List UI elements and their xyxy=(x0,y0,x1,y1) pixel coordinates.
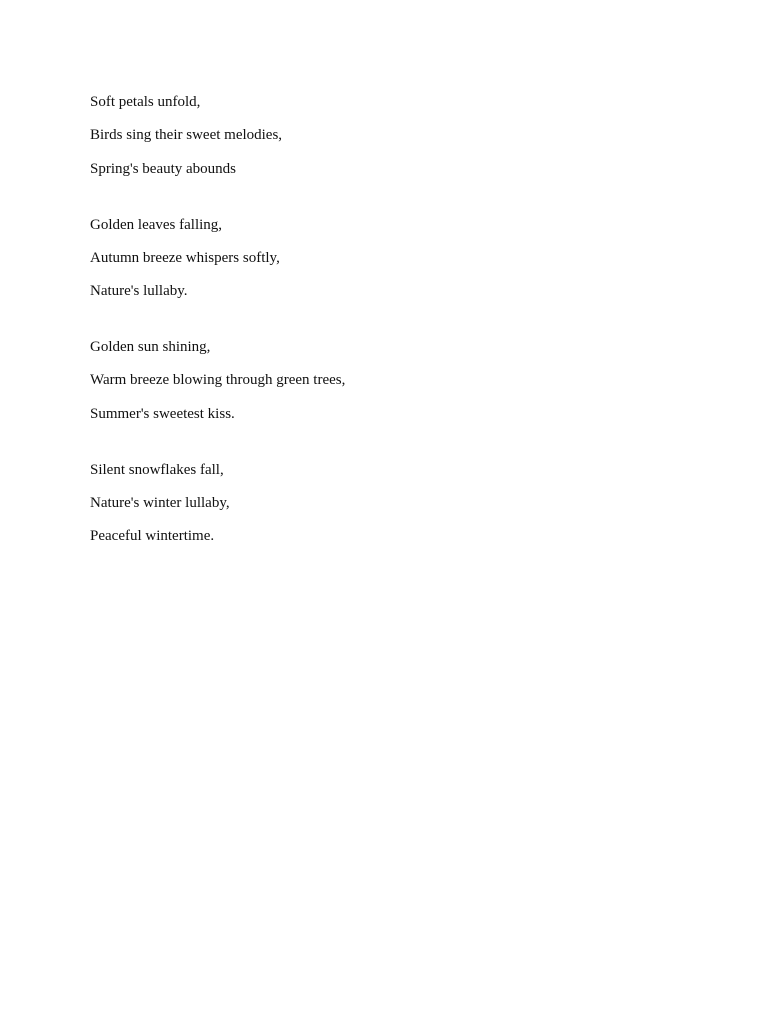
poem-body xyxy=(90,91,690,581)
poem-line: Birds sing their sweet melodies, xyxy=(90,127,283,144)
poem-line: Golden leaves falling, xyxy=(90,216,223,233)
poem-line: Soft petals unfold, xyxy=(90,94,201,110)
stanza-2 xyxy=(90,214,690,303)
poem-line: Summer's sweetest kiss. xyxy=(90,405,235,422)
poem-line: Silent snowflakes fall, xyxy=(90,461,224,478)
stanza-4 xyxy=(90,459,690,548)
poem-line: Spring's beauty abounds xyxy=(90,160,237,177)
poem-line: Nature's winter lullaby, xyxy=(90,495,230,512)
poem-line: Golden sun shining, xyxy=(90,339,211,356)
poem-line: Autumn breeze whispers softly, xyxy=(90,249,280,266)
poem-line: Nature's lullaby. xyxy=(90,283,188,300)
stanza-3 xyxy=(90,336,690,425)
poem-line: Warm breeze blowing through green trees, xyxy=(90,372,346,389)
poem-line: Peaceful wintertime. xyxy=(90,528,215,545)
stanza-1 xyxy=(90,91,690,180)
